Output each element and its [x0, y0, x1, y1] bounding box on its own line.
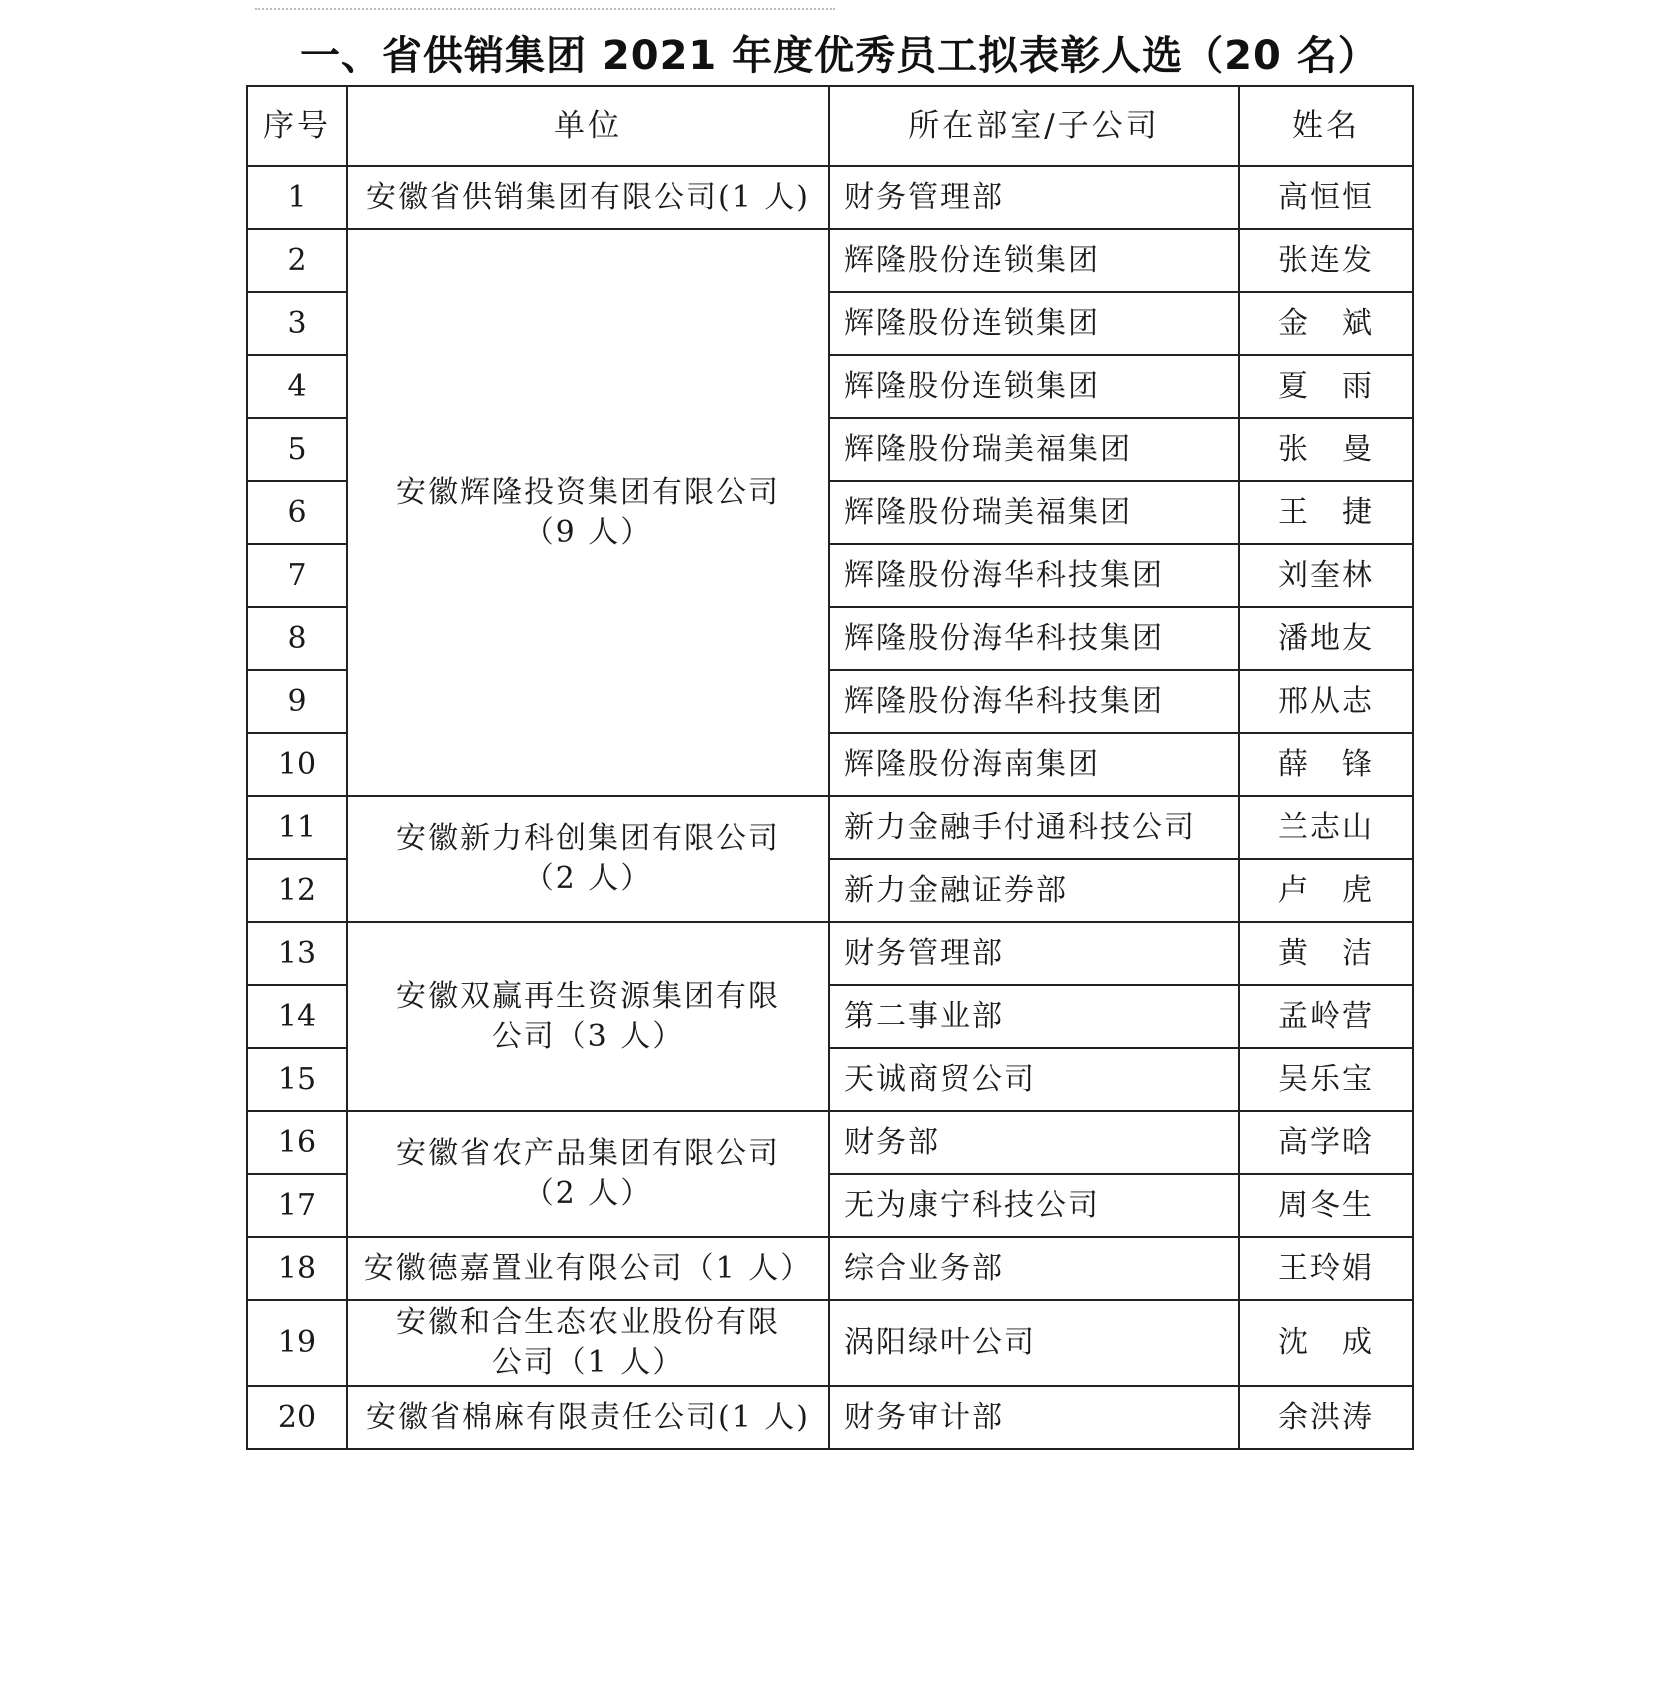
table-row	[247, 166, 1413, 229]
row-number: 11	[247, 796, 347, 859]
person-name: 高恒恒	[1278, 179, 1374, 215]
name-cell	[1239, 355, 1413, 418]
dept-cell: 辉隆股份连锁集团	[829, 292, 1239, 355]
row-number: 2	[247, 229, 347, 292]
dept-cell: 辉隆股份海华科技集团	[829, 607, 1239, 670]
unit-line: （9 人）	[523, 514, 653, 550]
name-cell	[1239, 1048, 1413, 1111]
name-cell	[1239, 859, 1413, 922]
dept-cell: 辉隆股份瑞美福集团	[829, 481, 1239, 544]
header-no: 序号	[247, 86, 347, 166]
unit-line: 安徽双赢再生资源集团有限	[396, 978, 780, 1014]
name-cell	[1239, 607, 1413, 670]
person-name: 吴乐宝	[1278, 1061, 1374, 1097]
dept-cell: 辉隆股份海华科技集团	[829, 544, 1239, 607]
row-number: 17	[247, 1174, 347, 1237]
row-number: 5	[247, 418, 347, 481]
clipped-previous-line	[255, 0, 835, 10]
unit-cell	[347, 1386, 829, 1449]
dept-cell: 综合业务部	[829, 1237, 1239, 1300]
row-number: 14	[247, 985, 347, 1048]
dept-cell: 辉隆股份连锁集团	[829, 229, 1239, 292]
person-name: 张连发	[1278, 242, 1374, 278]
dept-cell: 无为康宁科技公司	[829, 1174, 1239, 1237]
dept-cell: 辉隆股份海南集团	[829, 733, 1239, 796]
unit-line: 安徽省农产品集团有限公司	[396, 1136, 780, 1171]
row-number: 10	[247, 733, 347, 796]
name-cell	[1239, 796, 1413, 859]
row-number: 9	[247, 670, 347, 733]
person-name: 卢 虎	[1278, 872, 1374, 908]
unit-line: 公司（3 人）	[491, 1018, 685, 1054]
header-dept: 所在部室/子公司	[829, 86, 1239, 166]
name-cell	[1239, 166, 1413, 229]
person-name: 张 曼	[1278, 431, 1374, 467]
row-number: 13	[247, 922, 347, 985]
person-name: 孟岭营	[1278, 998, 1374, 1034]
name-cell	[1239, 985, 1413, 1048]
table-row	[247, 1237, 1413, 1300]
row-number: 16	[247, 1111, 347, 1174]
dept-cell: 财务部	[829, 1111, 1239, 1174]
unit-line: 安徽德嘉置业有限公司（1 人）	[363, 1250, 813, 1286]
unit-cell	[347, 166, 829, 229]
row-number: 19	[247, 1300, 347, 1386]
name-cell	[1239, 1111, 1413, 1174]
awards-table	[246, 85, 1414, 1450]
name-cell	[1239, 1174, 1413, 1237]
dept-cell: 财务管理部	[829, 922, 1239, 985]
person-name: 高学晗	[1278, 1124, 1374, 1160]
row-number: 18	[247, 1237, 347, 1300]
table-row	[247, 922, 1413, 985]
unit-cell	[347, 229, 829, 796]
dept-cell: 辉隆股份瑞美福集团	[829, 418, 1239, 481]
header-row	[247, 86, 1413, 166]
row-number: 3	[247, 292, 347, 355]
dept-cell: 新力金融手付通科技公司	[829, 796, 1239, 859]
name-cell	[1239, 733, 1413, 796]
dept-cell: 辉隆股份连锁集团	[829, 355, 1239, 418]
table-row	[247, 1300, 1413, 1386]
person-name: 邢从志	[1278, 683, 1374, 719]
person-name: 刘奎林	[1278, 557, 1374, 593]
table-row	[247, 229, 1413, 292]
unit-line: 安徽新力科创集团有限公司	[396, 821, 780, 856]
name-cell	[1239, 670, 1413, 733]
unit-cell	[347, 1237, 829, 1300]
name-cell	[1239, 1300, 1413, 1386]
row-number: 1	[247, 166, 347, 229]
person-name: 夏 雨	[1278, 368, 1374, 404]
name-cell	[1239, 922, 1413, 985]
unit-cell	[347, 922, 829, 1111]
dept-cell: 涡阳绿叶公司	[829, 1300, 1239, 1386]
name-cell	[1239, 229, 1413, 292]
unit-line: 安徽省棉麻有限责任公司(1 人)	[365, 1399, 811, 1435]
person-name: 潘地友	[1278, 620, 1374, 656]
person-name: 王玲娟	[1278, 1250, 1374, 1286]
person-name: 余洪涛	[1278, 1399, 1374, 1435]
unit-line: （2 人）	[523, 1176, 653, 1211]
person-name: 兰志山	[1278, 809, 1374, 845]
name-cell	[1239, 544, 1413, 607]
unit-line: （2 人）	[523, 861, 653, 896]
table-row	[247, 796, 1413, 859]
row-number: 12	[247, 859, 347, 922]
row-number: 7	[247, 544, 347, 607]
unit-line: 安徽和合生态农业股份有限	[396, 1305, 780, 1340]
table-row	[247, 1386, 1413, 1449]
person-name: 周冬生	[1278, 1187, 1374, 1223]
header-name: 姓名	[1239, 86, 1413, 166]
dept-cell: 财务审计部	[829, 1386, 1239, 1449]
name-cell	[1239, 418, 1413, 481]
unit-cell	[347, 796, 829, 922]
row-number: 15	[247, 1048, 347, 1111]
name-cell	[1239, 481, 1413, 544]
row-number: 4	[247, 355, 347, 418]
dept-cell: 第二事业部	[829, 985, 1239, 1048]
table-row	[247, 1111, 1413, 1174]
dept-cell: 辉隆股份海华科技集团	[829, 670, 1239, 733]
person-name: 黄 洁	[1278, 935, 1374, 971]
person-name: 薛 锋	[1278, 746, 1374, 782]
row-number: 6	[247, 481, 347, 544]
unit-cell	[347, 1300, 829, 1386]
name-cell	[1239, 292, 1413, 355]
person-name: 沈 成	[1278, 1325, 1374, 1360]
page-title: 一、省供销集团 2021 年度优秀员工拟表彰人选（20 名）	[300, 33, 1379, 79]
unit-line: 公司（1 人）	[491, 1345, 685, 1380]
unit-line: 安徽省供销集团有限公司(1 人)	[365, 179, 811, 215]
dept-cell: 财务管理部	[829, 166, 1239, 229]
row-number: 8	[247, 607, 347, 670]
unit-line: 安徽辉隆投资集团有限公司	[396, 474, 780, 510]
dept-cell: 天诚商贸公司	[829, 1048, 1239, 1111]
person-name: 王 捷	[1278, 494, 1374, 530]
row-number: 20	[247, 1386, 347, 1449]
unit-cell	[347, 1111, 829, 1237]
person-name: 金 斌	[1278, 305, 1374, 341]
name-cell	[1239, 1386, 1413, 1449]
dept-cell: 新力金融证券部	[829, 859, 1239, 922]
header-unit: 单位	[347, 86, 829, 166]
name-cell	[1239, 1237, 1413, 1300]
